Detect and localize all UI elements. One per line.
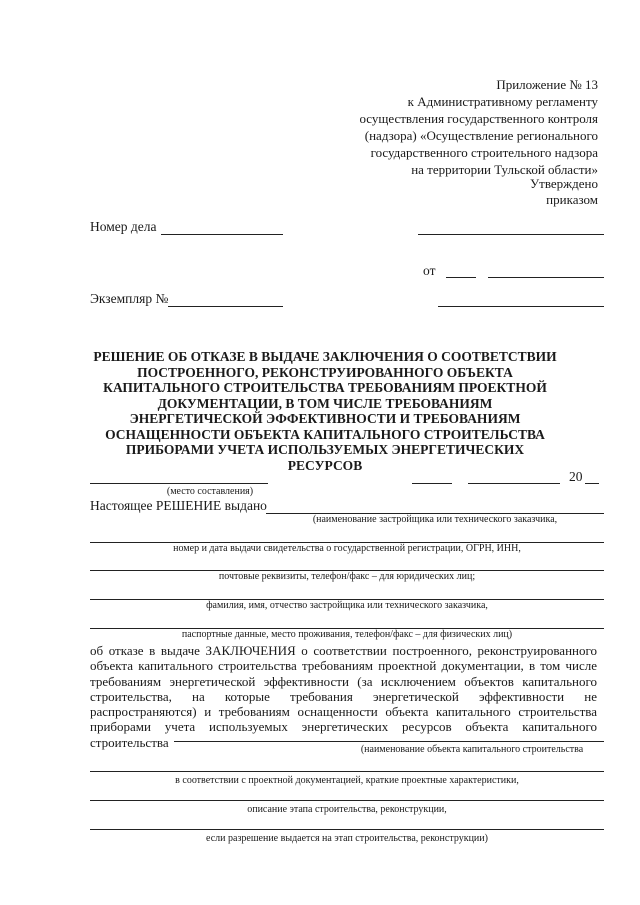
permit-caption: если разрешение выдается на этап строительства, реконструкции) — [206, 833, 488, 844]
issued-label: Настоящее РЕШЕНИЕ выдано — [90, 498, 267, 513]
object-field[interactable] — [174, 741, 604, 742]
order-extra-field[interactable] — [438, 306, 604, 307]
order-label: приказом — [546, 192, 598, 207]
year-prefix: 20 — [569, 469, 583, 484]
case-number-label: Номер дела — [90, 219, 157, 234]
project-caption: в соответствии с проектной документацией, краткие проектные характеристики, — [175, 775, 519, 786]
order-month-year-field[interactable] — [488, 277, 604, 278]
appendix-line: на территории Тульской области» — [411, 162, 598, 177]
object-caption: (наименование объекта капитального строительства — [360, 744, 584, 755]
appendix-line: осуществления государственного контроля — [359, 111, 598, 126]
stage-field[interactable] — [90, 800, 604, 801]
date-from-label: от — [423, 263, 436, 278]
postal-caption: почтовые реквизиты, телефон/факс – для юридических лиц; — [218, 571, 476, 582]
stage-caption: описание этапа строительства, реконструкции, — [247, 804, 447, 815]
registration-caption: номер и дата выдачи свидетельства о государственной регистрации, ОГРН, ИНН, — [173, 543, 521, 554]
permit-field[interactable] — [90, 829, 604, 830]
fio-caption: фамилия, имя, отчество застройщика или технического заказчика, — [206, 600, 488, 611]
appendix-line: Приложение № 13 — [496, 77, 598, 92]
passport-caption: паспортные данные, место проживания, телефон/факс – для физических лиц) — [181, 629, 513, 640]
order-number-field[interactable] — [418, 234, 604, 235]
document-title: РЕШЕНИЕ ОБ ОТКАЗЕ В ВЫДАЧЕ ЗАКЛЮЧЕНИЯ О СООТВЕТСТВИИ ПОСТРОЕННОГО, РЕКОНСТРУИРОВАННОГО ОБЪЕКТА КАПИТАЛЬНОГО СТРОИТЕЛЬСТВА ТРЕБОВАНИЯМ ПРОЕКТНОЙ ДОКУМЕНТАЦИИ, В ТОМ ЧИСЛЕ ТРЕБОВАНИЯМ ЭНЕРГЕТИЧЕСКОЙ ЭФФЕКТИВНОСТИ И ТРЕБОВАНИЯМ ОСНАЩЕННОСТИ ОБЪЕКТА КАПИТАЛЬНОГО СТРОИТЕЛЬСТВА ПРИБОРАМИ УЧЕТА ИСПОЛЬЗУЕМЫХ ЭНЕРГЕТИЧЕСКИХ РЕСУРСОВ — [93, 349, 557, 473]
year-field[interactable] — [585, 483, 599, 484]
date-month-field[interactable] — [468, 483, 560, 484]
approved-block — [530, 176, 598, 208]
copy-number-field[interactable] — [168, 306, 283, 307]
appendix-block — [359, 76, 598, 178]
case-number-field[interactable] — [161, 234, 283, 235]
developer-caption: (наименование застройщика или технического заказчика, — [312, 514, 558, 525]
copy-number-label: Экземпляр № — [90, 291, 169, 306]
place-caption: (место составления) — [166, 486, 254, 497]
project-field[interactable] — [90, 771, 604, 772]
date-day-field[interactable] — [412, 483, 452, 484]
appendix-line: (надзора) «Осуществление регионального — [364, 128, 598, 143]
order-day-field[interactable] — [446, 277, 476, 278]
body-paragraph: об отказе в выдаче ЗАКЛЮЧЕНИЯ о соответствии построенного, реконструированного объекта капитального строительства требованиям проектной документации, в том числе требованиям энергетической эффективности (за исключением объектов капитального строительства, на которые требования энергетической эффективности не распространяются) и требованиям оснащенности объекта капитального строительства приборами учета используемых энергетических ресурсов объекта капитального строительства — [90, 643, 597, 750]
approved-label: Утверждено — [529, 176, 598, 191]
appendix-line: государственного строительного надзора — [370, 145, 598, 160]
appendix-line: к Административному регламенту — [407, 94, 598, 109]
place-field[interactable] — [90, 483, 268, 484]
